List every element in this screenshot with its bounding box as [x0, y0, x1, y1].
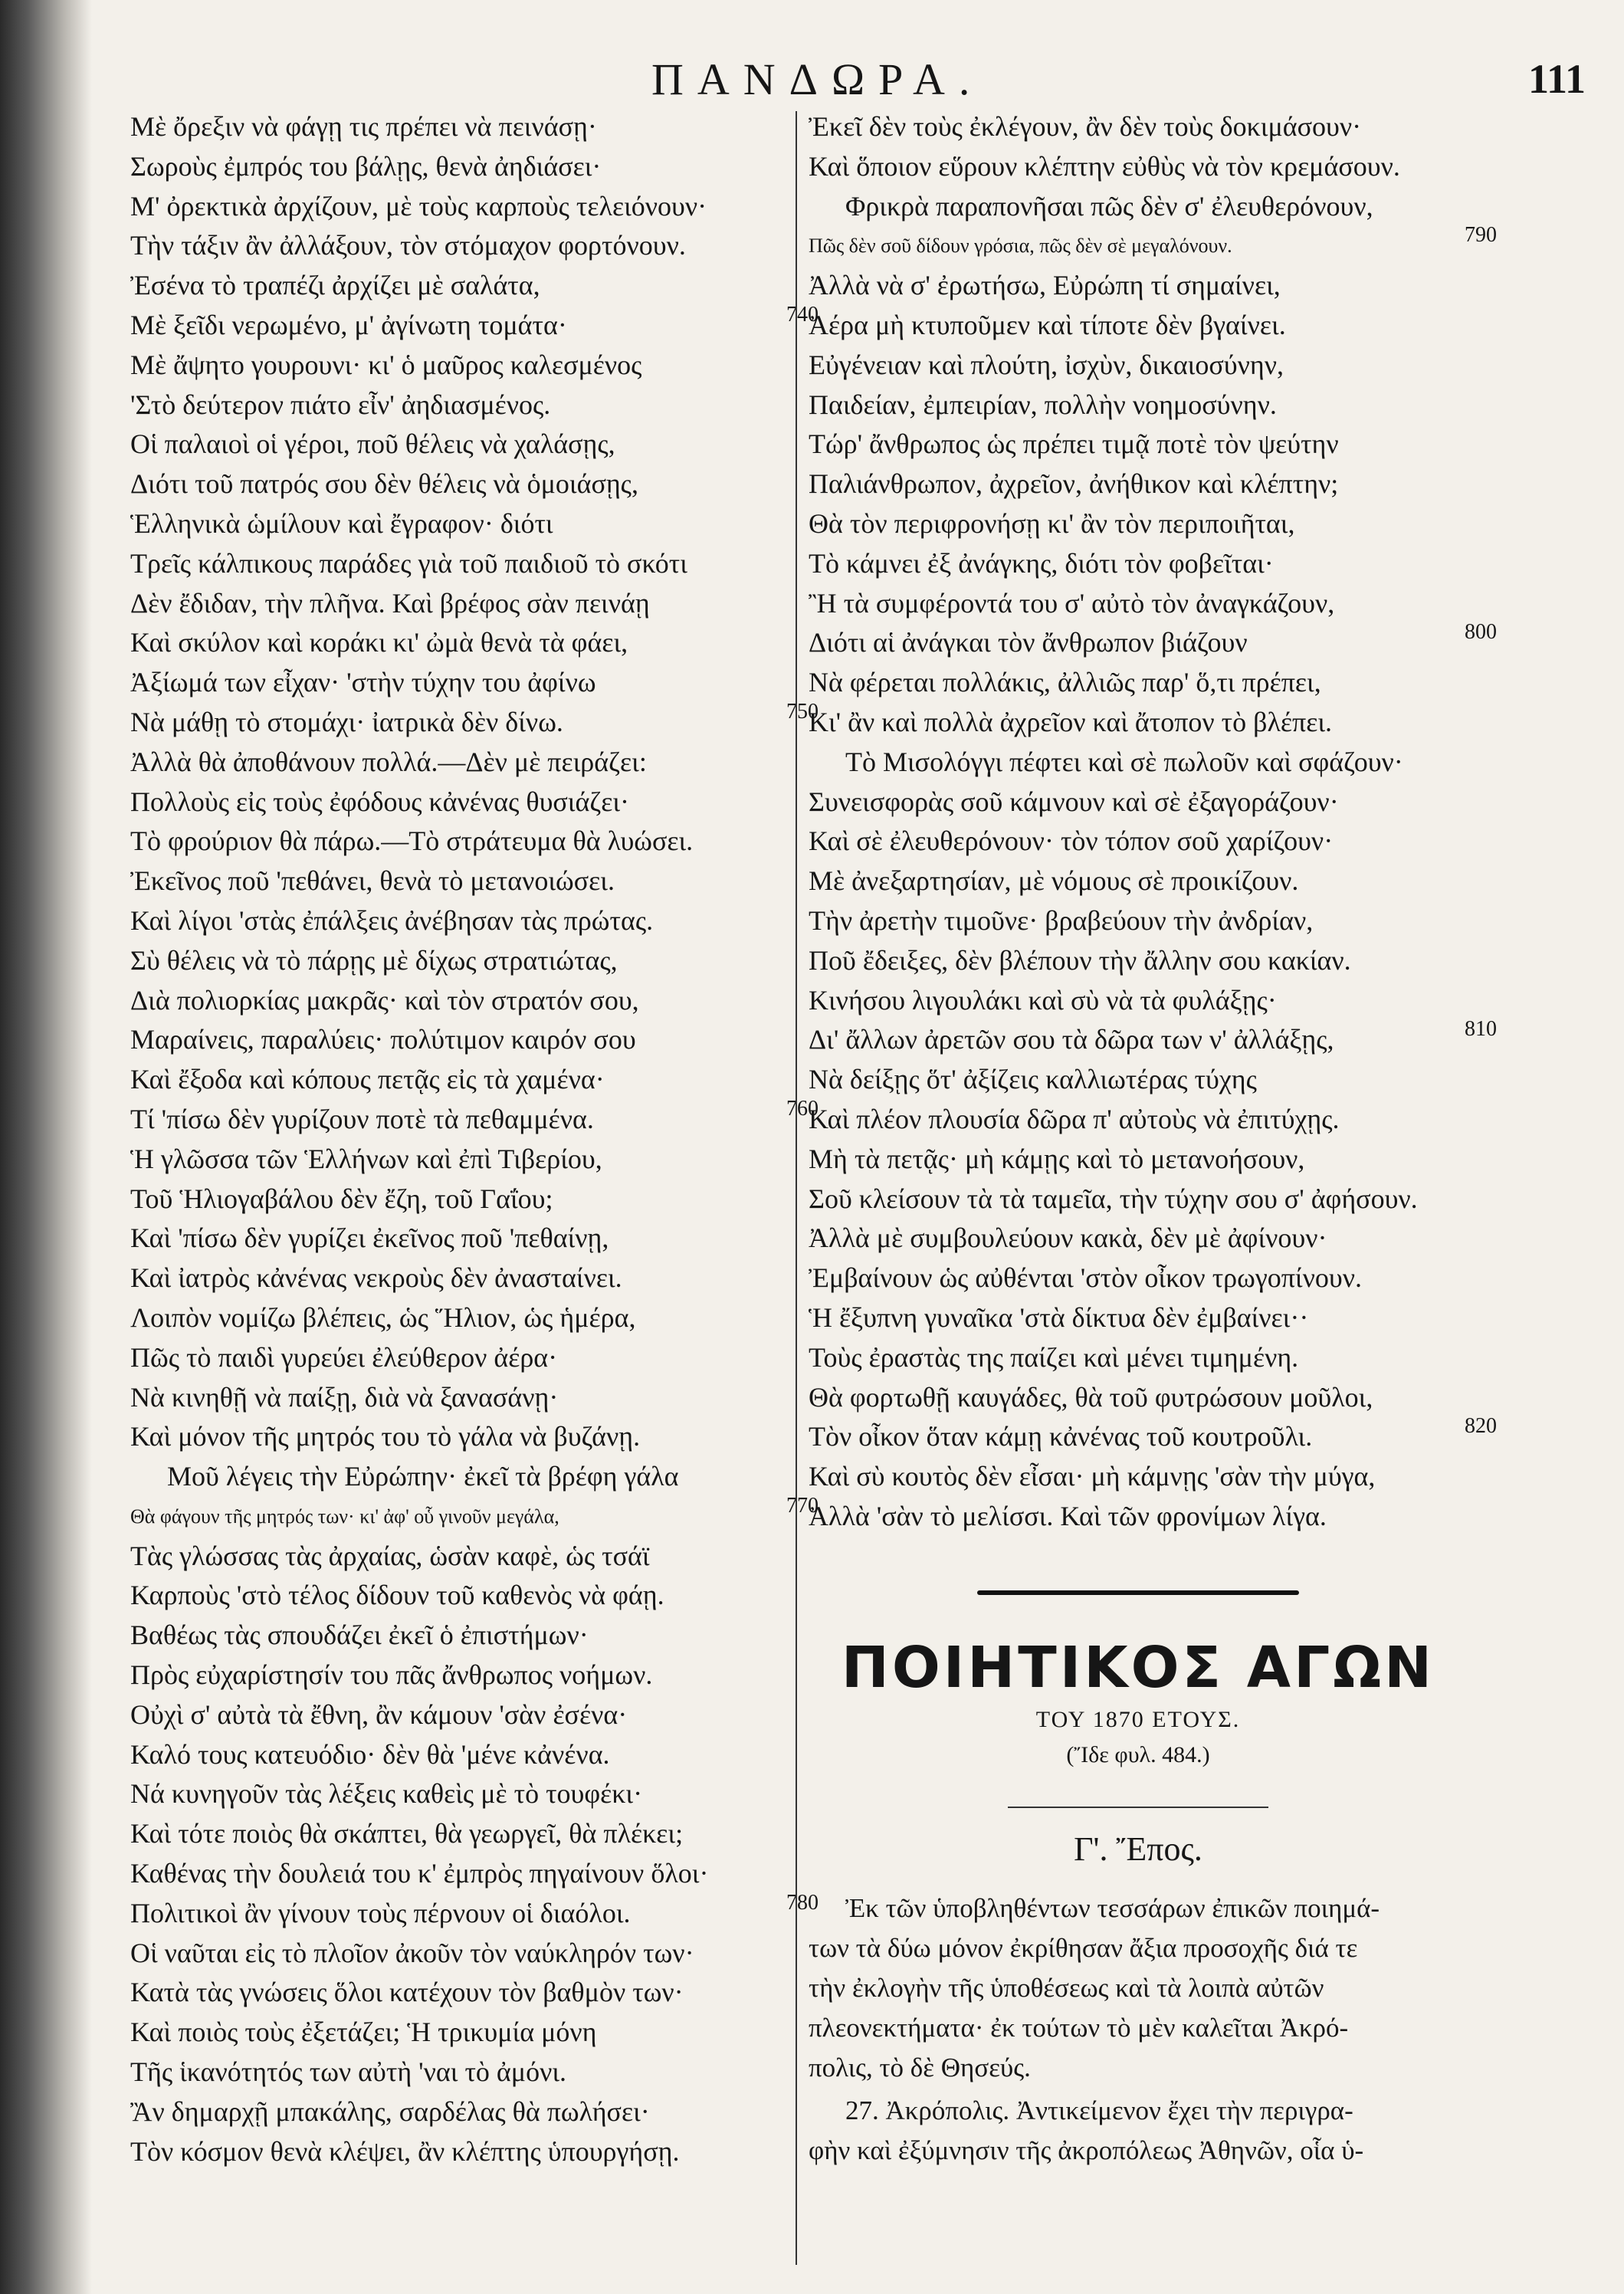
- verse-line: [130, 1695, 789, 1735]
- verse-text: Παιδείαν, ἐμπειρίαν, πολλὴν νοημοσύνην.: [809, 389, 1277, 420]
- line-number: 760: [786, 1096, 819, 1121]
- verse-text: Θὰ φάγουν τῆς μητρός των· κι' ἀφ' οὗ γινοῦν μεγάλα,: [130, 1505, 559, 1528]
- subsection-heading: Γ'. Ἔπος.: [1074, 1830, 1202, 1868]
- verse-line: [130, 1576, 789, 1616]
- verse-text: Μοῦ λέγεις τὴν Εὐρώπην· ἐκεῖ τὰ βρέφη γάλα: [167, 1461, 679, 1492]
- verse-line: [130, 187, 789, 227]
- verse-line: [130, 1180, 789, 1219]
- page-header: [123, 54, 1609, 107]
- verse-text: Διότι τοῦ πατρός σου δὲν θέλεις νὰ ὁμοιάσῃς,: [130, 468, 638, 500]
- verse-text: Ἡ ἔξυπνη γυναῖκα 'στὰ δίκτυα δὲν ἐμβαίνει··: [809, 1301, 1309, 1333]
- verse-line: [130, 783, 789, 822]
- verse-line: [130, 1096, 819, 1140]
- line-number: 820: [1465, 1414, 1497, 1439]
- verse-text: Πολιτικοὶ ἂν γίνουν τοὺς πέρνουν οἱ διαόλοι.: [130, 1897, 631, 1928]
- verse-text: Καὶ τότε ποιὸς θὰ σκάπτει, θὰ γεωργεῖ, θὰ πλέκει;: [130, 1818, 684, 1849]
- column-divider: [796, 111, 797, 2265]
- page-number: 111: [1527, 56, 1586, 102]
- verse-text: Τῆς ἱκανότητός των αὐτὴ 'ναι τὸ ἀμόνι.: [130, 2056, 567, 2088]
- verse-text: Ἑλληνικὰ ὡμίλουν καὶ ἔγραφον· διότι: [130, 507, 553, 539]
- verse-text: Καλό τους κατευόδιο· δὲν θὰ 'μένε κἀνένα.: [130, 1738, 610, 1770]
- verse-text: Καὶ πλέον πλουσία δῶρα π' αὐτοὺς νὰ ἐπιτύχῃς.: [809, 1103, 1340, 1134]
- verse-text: Τὰς γλώσσας τὰς ἀρχαίας, ὡσὰν καφὲ, ὡς τσάϊ: [130, 1540, 650, 1571]
- verse-text: Καὶ σκύλον καὶ κοράκι κι' ὠμὰ θενὰ τὰ φάει,: [130, 627, 628, 658]
- verse-line: [130, 1890, 819, 1934]
- verse-line: [130, 584, 789, 624]
- prose-line: πλεονεκτήματα· ἐκ τούτων τὸ μὲν καλεῖται Ἀκρό-: [809, 2012, 1349, 2043]
- verse-line: [809, 1338, 1468, 1378]
- verse-line: [130, 302, 819, 346]
- verse-line: [130, 822, 789, 861]
- verse-text: Νά κυνηγοῦν τὰς λέξεις καθεὶς μὲ τὸ τουφέκι·: [130, 1778, 643, 1810]
- verse-line: [130, 2013, 789, 2053]
- verse-line: [130, 2053, 789, 2092]
- verse-line: [809, 464, 1468, 504]
- verse-text: Νὰ φέρεται πολλάκις, ἀλλιῶς παρ' ὅ,τι πρέπει,: [809, 667, 1321, 698]
- binding-shadow: [0, 0, 92, 2294]
- verse-text: Πολλοὺς εἰς τοὺς ἐφόδους κἀνένας θυσιάζει·: [130, 786, 630, 817]
- verse-text: Τὸν κόσμον θενὰ κλέψει, ἂν κλέπτης ὑπουργήσῃ.: [130, 2135, 680, 2167]
- paragraph-1: [809, 1889, 1468, 2088]
- section-rule: [977, 1590, 1299, 1595]
- verse-text: Σὺ θέλεις νὰ τὸ πάρῃς μὲ δίχως στρατιώτας,: [130, 944, 618, 976]
- verse-text: Κατὰ τὰς γνώσεις ὅλοι κατέχουν τὸν βαθμὸν των·: [130, 1977, 684, 2008]
- verse-line: [809, 822, 1468, 861]
- verse-text: Θὰ φορτωθῇ καυγάδες, θὰ τοῦ φυτρώσουν μοῦλοι,: [809, 1381, 1373, 1413]
- verse-text: Τὸν οἶκον ὅταν κάμῃ κἀνένας τοῦ κουτροῦλι.: [809, 1421, 1313, 1452]
- verse-line: [130, 981, 789, 1021]
- verse-line: [809, 1060, 1468, 1100]
- verse-text: Ἀλλὰ 'σὰν τὸ μελίσσι. Καὶ τῶν φρονίμων λίγα.: [809, 1500, 1327, 1531]
- line-number: 780: [786, 1890, 819, 1915]
- section-subtitle: ΤΟΥ 1870 ΕΤΟΥΣ.: [1035, 1706, 1241, 1732]
- verse-text: Δι' ἄλλων ἀρετῶν σου τὰ δῶρα των ν' ἀλλάξῃς,: [809, 1024, 1334, 1055]
- verse-text: Τοῦ Ἡλιογαβάλου δὲν ἔζη, τοῦ Γαΐου;: [130, 1183, 553, 1214]
- verse-text: Καὶ σὲ ἐλευθερόνουν· τὸν τόπον σοῦ χαρίζουν·: [809, 825, 1334, 857]
- verse-text: Καρποὺς 'στὸ τέλος δίδουν τοῦ καθενὸς νὰ φάῃ.: [130, 1580, 664, 1611]
- verse-line: [809, 584, 1468, 624]
- verse-text: Σοῦ κλείσουν τὰ τὰ ταμεῖα, τὴν τύχην σου σ' ἀφήσουν.: [809, 1183, 1418, 1214]
- verse-text: Τὴν τάξιν ἂν ἀλλάξουν, τὸν στόμαχον φορτόνουν.: [130, 230, 686, 261]
- verse-line: [809, 266, 1468, 306]
- prose-line: τὴν ἐκλογὴν τῆς ὑποθέσεως καὶ τὰ λοιπὰ αὐτῶν: [809, 1972, 1324, 2003]
- verse-line: [809, 147, 1468, 187]
- verse-text: Ἀλλὰ θὰ ἀποθάνουν πολλά.—Δὲν μὲ πειράζει:: [130, 746, 647, 777]
- verse-line: [809, 1100, 1468, 1140]
- verse-line: [130, 1020, 789, 1060]
- verse-text: Καὶ ἰατρὸς κἀνένας νεκροὺς δὲν ἀνασταίνει.: [130, 1262, 622, 1294]
- verse-line: [130, 226, 789, 266]
- verse-text: Λοιπὸν νομίζω βλέπεις, ὡς Ἥλιον, ὡς ἡμέρα,: [130, 1301, 636, 1333]
- verse-text: Νὰ μάθῃ τὸ στομάχι· ἰατρικὰ δὲν δίνω.: [130, 706, 563, 737]
- verse-line: [130, 1973, 789, 2013]
- verse-line: [809, 107, 1468, 147]
- verse-line: [130, 699, 819, 743]
- verse-text: Τὸ φρούριον θὰ πάρω.—Τὸ στράτευμα θὰ λυώσει.: [130, 825, 694, 857]
- verse-line: [809, 386, 1468, 425]
- verse-text: Καὶ ἔξοδα καὶ κόπους πετᾷς εἰς τὰ χαμένα·: [130, 1064, 605, 1095]
- verse-text: Πῶς τὸ παιδὶ γυρεύει ἐλεύθερον ἀέρα·: [130, 1341, 558, 1373]
- verse-text: Καὶ ποιὸς τοὺς ἐξετάζει; Ἡ τρικυμία μόνη: [130, 2017, 597, 2048]
- verse-line: [130, 1735, 789, 1775]
- verse-line: [130, 1457, 789, 1497]
- verse-line: [809, 743, 1468, 783]
- verse-line: [130, 346, 789, 386]
- prose-line: των τὰ δύω μόνον ἐκρίθησαν ἄξια προσοχῆς διά τε: [809, 1932, 1358, 1963]
- verse-text: Μαραίνεις, παραλύεις· πολύτιμον καιρόν σου: [130, 1024, 636, 1055]
- verse-text: Τώρ' ἄνθρωπος ὡς πρέπει τιμᾷ ποτὲ τὸν ψεύτην: [809, 428, 1339, 460]
- verse-line: [130, 425, 789, 464]
- verse-line: [809, 783, 1468, 822]
- verse-text: Μ' ὀρεκτικὰ ἀρχίζουν, μὲ τοὺς καρποὺς τελειόνουν·: [130, 190, 707, 222]
- verse-text: Πῶς δὲν σοῦ δίδουν γρόσια, πῶς δὲν σὲ μεγαλόνουν.: [809, 235, 1232, 258]
- line-number: 770: [786, 1493, 819, 1518]
- verse-text: Νὰ δείξῃς ὅτ' ἀξίζεις καλλιωτέρας τύχης: [809, 1064, 1257, 1095]
- prose-line: Ἐκ τῶν ὑποβληθέντων τεσσάρων ἐπικῶν ποιημά-: [845, 1892, 1380, 1923]
- verse-line: [809, 663, 1468, 703]
- verse-text: Ἡ γλῶσσα τῶν Ἑλλήνων καὶ ἐπὶ Τιβερίου,: [130, 1143, 602, 1174]
- verse-text: Πρὸς εὐχαρίστησίν του πᾶς ἄνθρωπος νοήμων.: [130, 1659, 653, 1691]
- verse-line: [809, 223, 1497, 266]
- verse-line: [809, 1017, 1497, 1060]
- verse-line: [130, 1060, 789, 1100]
- verse-text: Καὶ ὅποιον εὕρουν κλέπτην εὐθὺς νὰ τὸν κρεμάσουν.: [809, 150, 1400, 182]
- verse-line: [130, 743, 789, 783]
- verse-line: [809, 1298, 1468, 1338]
- verse-text: Τὸ κάμνει ἐξ ἀνάγκης, διότι τὸν φοβεῖται·: [809, 547, 1274, 579]
- prose-line: 27. Ἀκρόπολις. Ἀντικείμενον ἔχει τὴν περιγρα-: [845, 2095, 1353, 2125]
- verse-text: Ἐκεῖ δὲν τοὺς ἐκλέγουν, ἂν δὲν τοὺς δοκιμάσουν·: [809, 111, 1362, 142]
- verse-line: [130, 147, 789, 187]
- verse-text: Οἱ ναῦται εἰς τὸ πλοῖον ἀκοῦν τὸν ναύκληρόν των·: [130, 1937, 694, 1968]
- verse-line: [130, 1219, 789, 1259]
- verse-line: [130, 1854, 789, 1894]
- verse-line: [809, 901, 1468, 941]
- verse-text: Μὲ ἄψητο γουρουνι· κι' ὁ μαῦρος καλεσμένος: [130, 349, 642, 380]
- verse-line: [809, 1414, 1497, 1457]
- verse-text: 'Στὸ δεύτερον πιάτο εἶν' ἀηδιασμένος.: [130, 389, 551, 420]
- running-title: ΠΑΝΔΩΡΑ.: [651, 54, 984, 104]
- verse-text: Συνεισφορὰς σοῦ κάμνουν καὶ σὲ ἐξαγοράζουν·: [809, 786, 1339, 817]
- verse-text: Ἀξίωμά των εἶχαν· 'στὴν τύχην του ἀφίνω: [130, 667, 596, 698]
- verse-text: Νὰ κινηθῇ νὰ παίξῃ, διὰ νὰ ξανασάνῃ·: [130, 1381, 559, 1413]
- verse-line: [130, 861, 789, 901]
- verse-text: Κινήσου λιγουλάκι καὶ σὺ νὰ τὰ φυλάξῃς·: [809, 984, 1277, 1016]
- verse-text: Οὐχὶ σ' αὐτὰ τὰ ἔθνη, ἂν κάμουν 'σὰν ἐσένα·: [130, 1698, 628, 1730]
- verse-line: [809, 1457, 1468, 1497]
- prose-line: πολις, τὸ δὲ Θησεύς.: [809, 2052, 1031, 2082]
- verse-line: [130, 544, 789, 584]
- verse-line: [130, 1259, 789, 1298]
- verse-line: [809, 620, 1497, 663]
- verse-text: Τὸ Μισολόγγι πέφτει καὶ σὲ πωλοῦν καὶ σφάζουν·: [845, 746, 1403, 777]
- verse-text: Ἂν δημαρχῇ μπακάλης, σαρδέλας θὰ πωλήσει·: [130, 2095, 650, 2127]
- verse-text: Τὴν ἀρετὴν τιμοῦνε· βραβεύουν τὴν ἀνδρίαν,: [809, 904, 1314, 936]
- line-number: 790: [1465, 223, 1497, 248]
- verse-text: Εὐγένειαν καὶ πλούτη, ἰσχὺν, δικαιοσύνην,: [809, 349, 1284, 380]
- verse-line: [130, 386, 789, 425]
- verse-line: [809, 544, 1468, 584]
- verse-line: [809, 1140, 1468, 1180]
- verse-line: [809, 981, 1468, 1021]
- verse-line: [130, 941, 789, 981]
- prose-line: φὴν καὶ ἐξύμνησιν τῆς ἀκροπόλεως Ἀθηνῶν, οἷα ὑ-: [809, 2135, 1364, 2165]
- verse-line: [809, 941, 1468, 981]
- section-reference: (Ἴδε φυλ. 484.): [1066, 1741, 1210, 1767]
- verse-line: [130, 1417, 789, 1457]
- verse-text: Ἀέρα μὴ κτυποῦμεν καὶ τίποτε δὲν βγαίνει.: [809, 309, 1286, 340]
- verse-line: [809, 187, 1468, 227]
- verse-line: [130, 2092, 789, 2132]
- verse-text: Ἀλλὰ μὲ συμβουλεύουν κακὰ, δὲν μὲ ἀφίνουν·: [809, 1222, 1327, 1254]
- verse-text: Μὲ ὄρεξιν νὰ φάγῃ τις πρέπει νὰ πεινάσῃ·: [130, 111, 597, 142]
- verse-line: [130, 663, 789, 703]
- verse-text: Οἱ παλαιοὶ οἱ γέροι, ποῦ θέλεις νὰ χαλάσῃς,: [130, 428, 615, 460]
- verse-text: Μὲ ἀνεξαρτησίαν, μὲ νόμους σὲ προικίζουν.: [809, 865, 1299, 897]
- verse-text: Ἐκεῖνος ποῦ 'πεθάνει, θενὰ τὸ μετανοιώσει.: [130, 865, 615, 897]
- line-number: 810: [1465, 1017, 1497, 1042]
- verse-line: [130, 2132, 789, 2172]
- verse-text: Τοὺς ἐραστὰς της παίζει καὶ μένει τιμημένη.: [809, 1341, 1299, 1373]
- verse-text: Καὶ σὺ κουτὸς δὲν εἶσαι· μὴ κάμνῃς 'σὰν τὴν μύγα,: [809, 1461, 1376, 1492]
- verse-line: [130, 1537, 789, 1577]
- right-column-verses: [809, 107, 1497, 1537]
- verse-line: [130, 1934, 789, 1974]
- verse-text: Καὶ μόνον τῆς μητρός του τὸ γάλα νὰ βυζάνῃ.: [130, 1421, 641, 1452]
- verse-text: Καὶ 'πίσω δὲν γυρίζει ἐκεῖνος ποῦ 'πεθαίνῃ,: [130, 1222, 609, 1254]
- verse-line: [130, 623, 789, 663]
- verse-line: [130, 1656, 789, 1695]
- verse-line: [809, 861, 1468, 901]
- verse-text: Δὲν ἔδιδαν, τὴν πλῆνα. Καὶ βρέφος σὰν πεινάῃ: [130, 587, 650, 619]
- verse-text: Θὰ τὸν περιφρονήσῃ κι' ἂν τὸν περιποιῆται,: [809, 507, 1295, 539]
- verse-line: [130, 901, 789, 941]
- right-column: [809, 107, 1497, 2171]
- verse-text: Τρεῖς κάλπικους παράδες γιὰ τοῦ παιδιοῦ τὸ σκότι: [130, 547, 687, 579]
- verse-line: [130, 1774, 789, 1814]
- left-column: [130, 107, 819, 2171]
- paragraph-2: [809, 2091, 1468, 2171]
- verse-line: [809, 1378, 1468, 1418]
- verse-line: [809, 1497, 1468, 1537]
- line-number: 800: [1465, 620, 1497, 645]
- verse-text: Μὴ τὰ πετᾷς· μὴ κάμῃς καὶ τὸ μετανοήσουν,: [809, 1143, 1305, 1174]
- verse-text: Καὶ λίγοι 'στὰς ἐπάλξεις ἀνέβησαν τὰς πρώτας.: [130, 904, 654, 936]
- verse-text: Τί 'πίσω δὲν γυρίζουν ποτὲ τὰ πεθαμμένα.: [130, 1103, 594, 1134]
- verse-line: [130, 266, 789, 306]
- verse-text: Καθένας τὴν δουλειά του κ' ἐμπρὸς πηγαίνουν ὅλοι·: [130, 1858, 709, 1889]
- verse-text: Διότι αἱ ἀνάγκαι τὸν ἄνθρωπον βιάζουν: [809, 627, 1248, 658]
- verse-line: [130, 464, 789, 504]
- verse-text: Ἢ τὰ συμφέροντά του σ' αὐτὸ τὸν ἀναγκάζουν,: [809, 587, 1335, 619]
- line-number: 750: [786, 699, 819, 724]
- verse-text: Φρικρὰ παραπονῆσαι πῶς δὲν σ' ἐλευθερόνουν,: [845, 190, 1373, 222]
- verse-line: [130, 1378, 789, 1418]
- verse-line: [809, 1259, 1468, 1298]
- subsection-rule: [1008, 1807, 1268, 1808]
- verse-line: [809, 703, 1468, 743]
- verse-line: [809, 306, 1468, 346]
- verse-line: [809, 425, 1468, 464]
- verse-line: [130, 1140, 789, 1180]
- verse-text: Βαθέως τὰς σπουδάζει ἐκεῖ ὁ ἐπιστήμων·: [130, 1620, 589, 1651]
- verse-line: [809, 1219, 1468, 1259]
- verse-text: Διὰ πολιορκίας μακρᾶς· καὶ τὸν στρατόν σου,: [130, 984, 639, 1016]
- verse-text: Ἐσένα τὸ τραπέζι ἀρχίζει μὲ σαλάτα,: [130, 270, 540, 301]
- verse-line: [130, 1814, 789, 1854]
- verse-line: [809, 1180, 1468, 1219]
- verse-text: Ἐμβαίνουν ὡς αὐθένται 'στὸν οἶκον τρωγοπίνουν.: [809, 1262, 1362, 1294]
- verse-line: [130, 1298, 789, 1338]
- verse-text: Ἀλλὰ νὰ σ' ἐρωτήσω, Εὐρώπη τί σημαίνει,: [809, 270, 1281, 301]
- verse-line: [130, 1616, 789, 1656]
- section-title: ΠΟΙΗΤΙΚΟΣ ΑΓΩΝ: [841, 1634, 1435, 1701]
- verse-text: Σωροὺς ἐμπρός του βάλῃς, θενὰ ἀηδιάσει·: [130, 150, 602, 182]
- verse-text: Παλιάνθρωπον, ἀχρεῖον, ἀνήθικον καὶ κλέπτην;: [809, 468, 1339, 500]
- verse-line: [809, 346, 1468, 386]
- verse-text: Κι' ἂν καὶ πολλὰ ἀχρεῖον καὶ ἄτοπον τὸ βλέπει.: [809, 706, 1332, 737]
- verse-text: Ποῦ ἔδειξες, δὲν βλέπουν τὴν ἄλλην σου κακίαν.: [809, 944, 1351, 976]
- verse-line: [130, 1493, 819, 1537]
- verse-text: Μὲ ξεῖδι νερωμένο, μ' ἀγίνωτη τομάτα·: [130, 309, 567, 340]
- verse-line: [130, 1338, 789, 1378]
- verse-line: [130, 107, 789, 147]
- verse-line: [130, 504, 789, 544]
- verse-line: [809, 504, 1468, 544]
- line-number: 740: [786, 302, 819, 327]
